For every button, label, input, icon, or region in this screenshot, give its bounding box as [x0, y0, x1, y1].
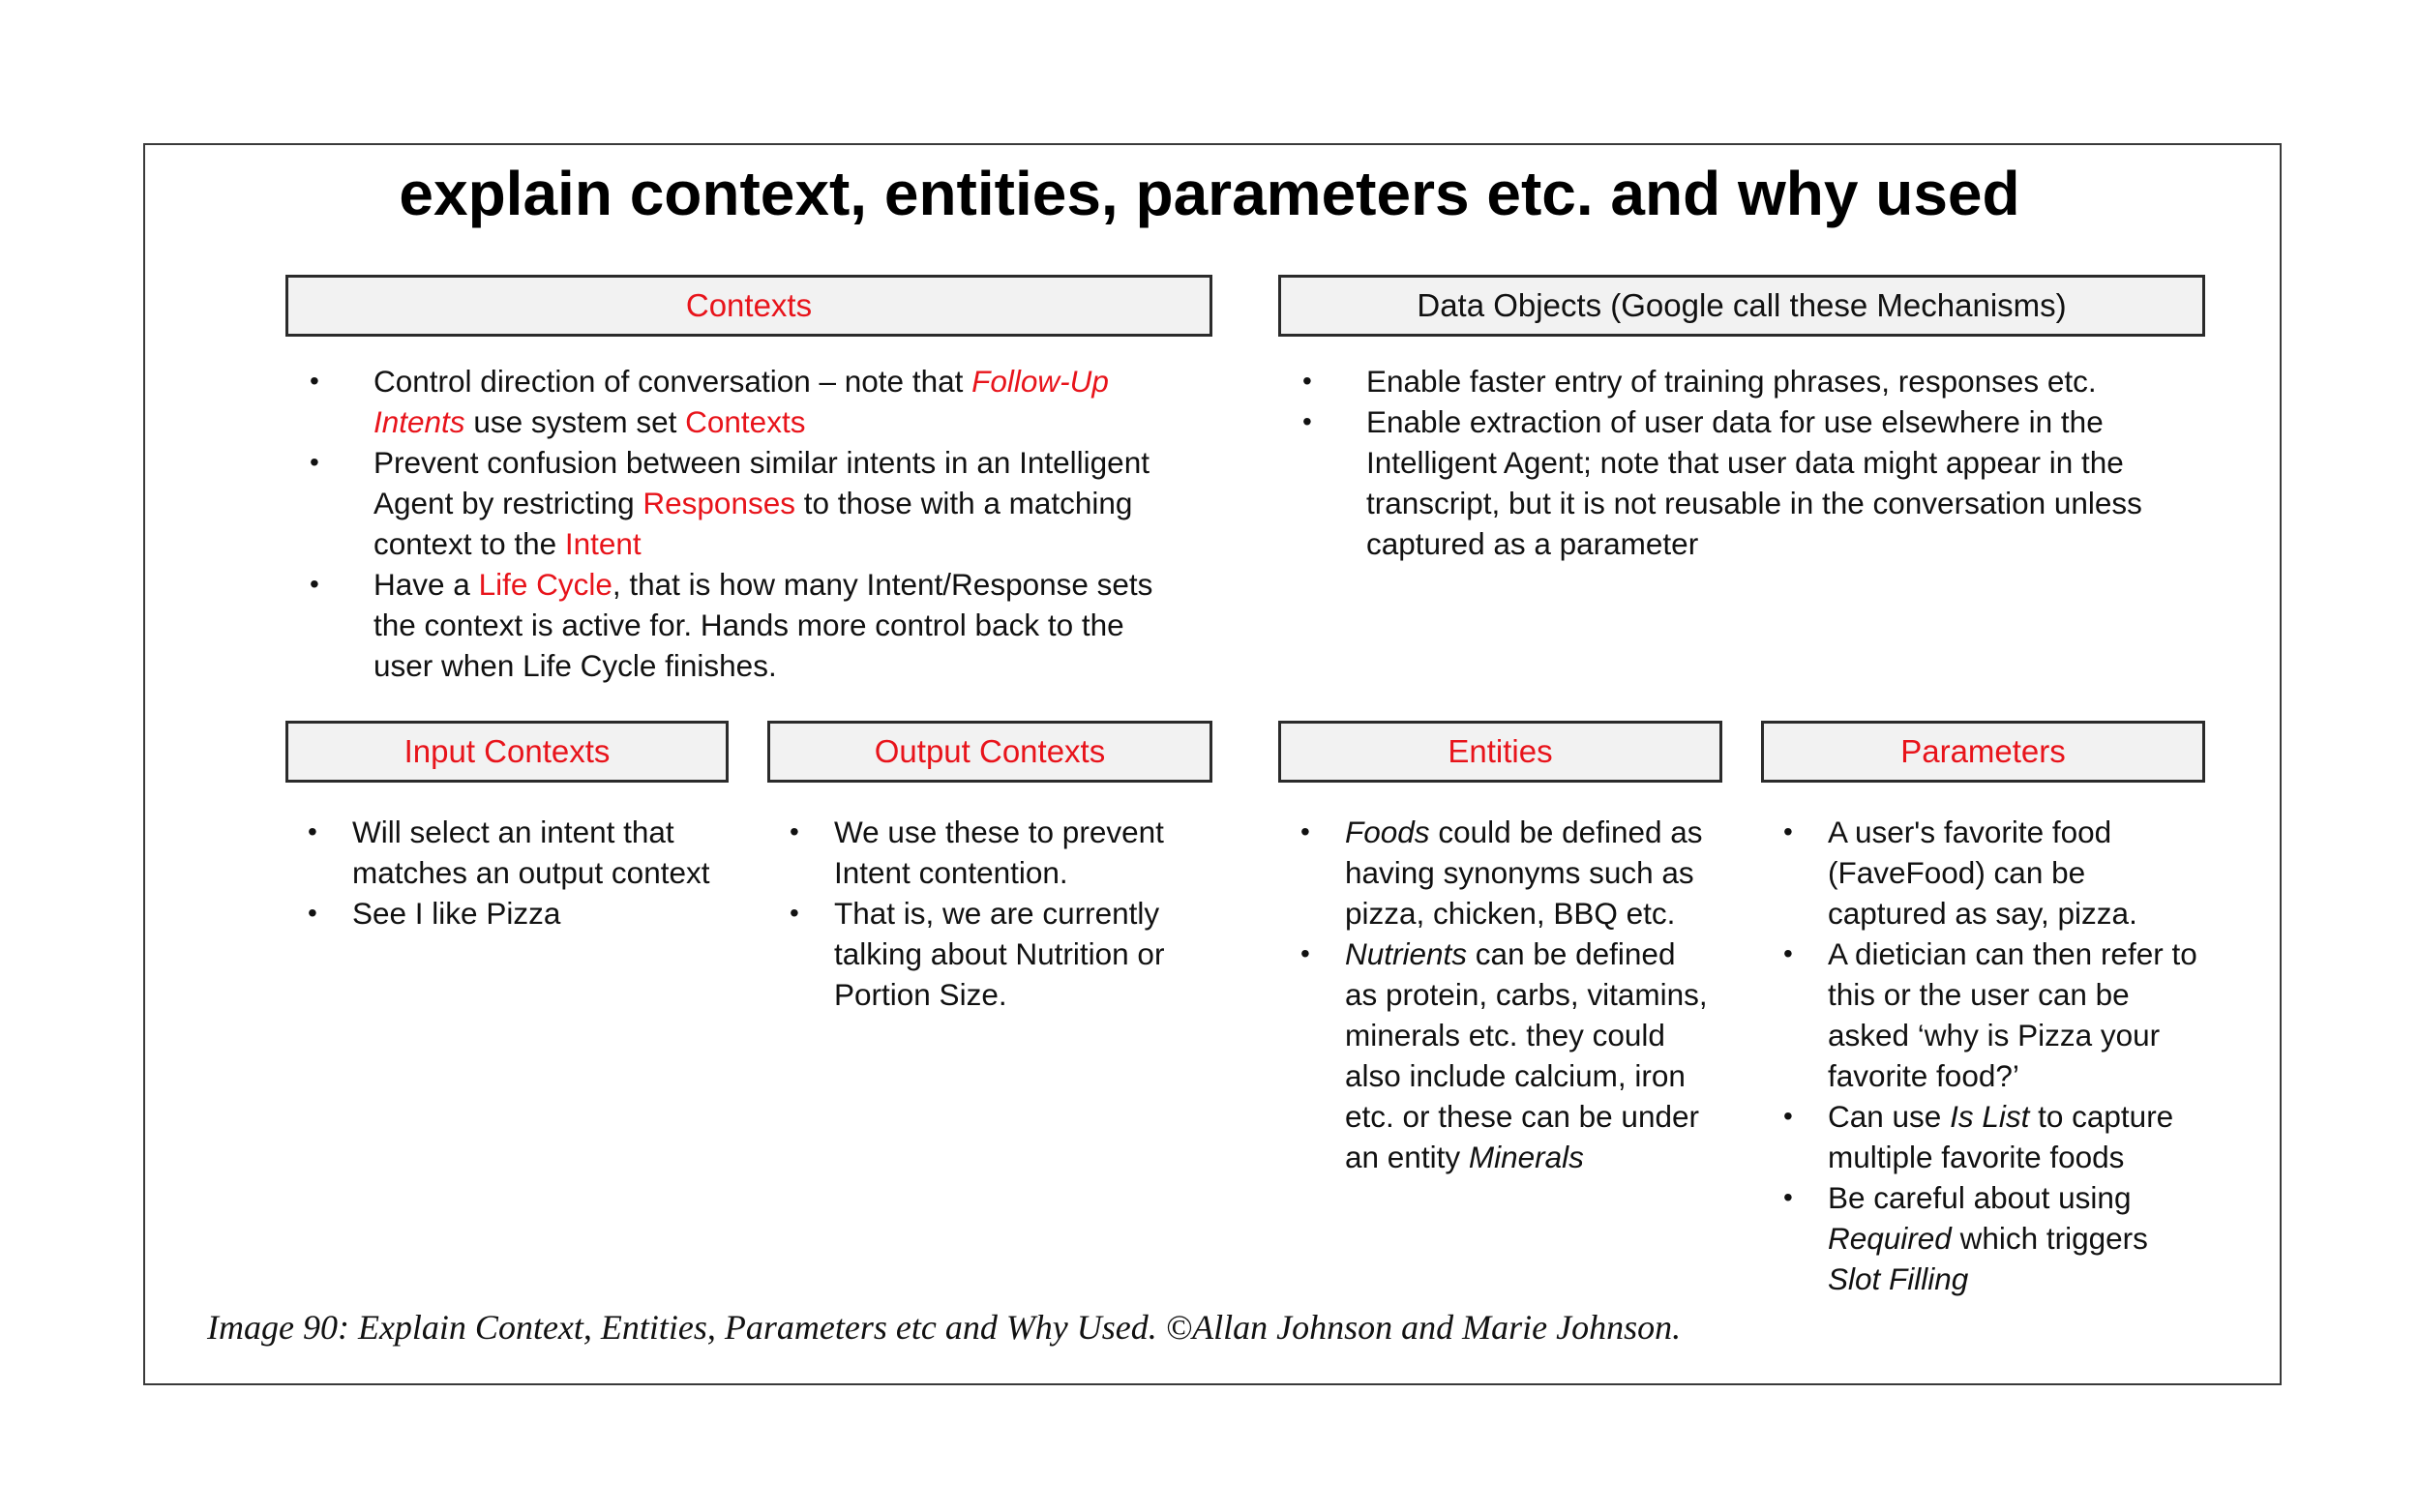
contexts-b3-text-2: , that is how many Intent/Response sets the context is active for. Hands more control back to the user when Life Cycle finishes.	[373, 567, 1153, 683]
contexts-header	[285, 275, 1212, 337]
input-contexts-header-label: Input Contexts	[403, 733, 611, 769]
bullet-dot: •	[1302, 406, 1312, 436]
bullet-dot: •	[308, 898, 317, 928]
input-contexts-bullet-2	[286, 893, 724, 934]
output-contexts-header-label: Output Contexts	[874, 733, 1106, 769]
output-contexts-bullet-2	[768, 893, 1204, 1015]
parameters-b2-text: A dietician can then refer to this or the user can be asked ‘why is Pizza your favorite food?’	[1828, 936, 2197, 1093]
contexts-b2-text: Prevent confusion between similar intents in an Intelligent Agent by restricting	[373, 445, 1150, 520]
parameters-header	[1761, 721, 2205, 783]
minerals-term: Minerals	[1468, 1140, 1584, 1174]
bullet-dot: •	[1783, 1101, 1793, 1131]
bullet-dot: •	[1783, 816, 1793, 846]
entities-bullet-list	[1279, 812, 1715, 1177]
data-objects-header	[1278, 275, 2205, 337]
data-objects-bullet-2	[1279, 401, 2184, 564]
bullet-dot: •	[310, 569, 319, 599]
bullet-dot: •	[310, 366, 319, 396]
output-contexts-b1-text: We use these to prevent Intent contention.	[834, 815, 1164, 890]
bullet-dot: •	[790, 898, 799, 928]
parameters-b3-text: Can use	[1828, 1099, 1951, 1134]
contexts-bullet-1	[286, 361, 1191, 442]
output-contexts-bullet-list	[768, 812, 1204, 1015]
input-contexts-bullet-list	[286, 812, 724, 934]
data-objects-bullet-1	[1279, 361, 2184, 401]
input-contexts-b2-text: See I like Pizza	[352, 896, 561, 931]
entities-header-label: Entities	[1448, 733, 1553, 769]
bullet-dot: •	[790, 816, 799, 846]
parameters-b3-text-2: to capture multiple favorite foods	[1828, 1099, 2174, 1174]
entities-b2-text: can be defined as protein, carbs, vitamins, minerals etc. they could also include calcium, iron etc. or these can be under an entity	[1345, 936, 1708, 1174]
output-contexts-header	[767, 721, 1212, 783]
figure-caption: Image 90: Explain Context, Entities, Parameters etc and Why Used. ©Allan Johnson and Marie Johnson.	[207, 1308, 1682, 1347]
parameters-b4-text-2: which triggers	[1951, 1221, 2148, 1256]
data-objects-bullet-list	[1279, 361, 2184, 564]
entities-bullet-2	[1279, 934, 1715, 1177]
bullet-dot: •	[1783, 938, 1793, 968]
parameters-bullet-4	[1762, 1177, 2197, 1299]
follow-up-intents-term: Follow-Up Intents	[373, 364, 1109, 439]
is-list-term: Is List	[1950, 1099, 2030, 1134]
contexts-b1-text-2: use system set	[464, 404, 686, 439]
output-contexts-bullet-1	[768, 812, 1204, 893]
parameters-bullet-2	[1762, 934, 2197, 1096]
nutrients-term: Nutrients	[1345, 936, 1468, 971]
contexts-bullet-3	[286, 564, 1191, 686]
contexts-b1-text: Control direction of conversation – note that	[373, 364, 972, 399]
parameters-bullet-1	[1762, 812, 2197, 934]
bullet-dot: •	[310, 447, 319, 477]
bullet-dot: •	[1300, 938, 1310, 968]
output-contexts-b2-text: That is, we are currently talking about Nutrition or Portion Size.	[834, 896, 1165, 1012]
contexts-bullet-2	[286, 442, 1191, 564]
parameters-bullet-list	[1762, 812, 2197, 1299]
contexts-bullet-list	[286, 361, 1191, 686]
slot-filling-term: Slot Filling	[1828, 1261, 1969, 1296]
parameters-header-label: Parameters	[1900, 733, 2066, 769]
data-objects-b2-text: Enable extraction of user data for use elsewhere in the Intelligent Agent; note that user data might appear in the transcript, but it is not reusable in the conversation unless captured as a parameter	[1366, 404, 2142, 561]
input-contexts-header	[285, 721, 729, 783]
contexts-b3-text: Have a	[373, 567, 479, 602]
required-term: Required	[1828, 1221, 1952, 1256]
input-contexts-bullet-1	[286, 812, 724, 893]
entities-b1-text: could be defined as having synonyms such as pizza, chicken, BBQ etc.	[1345, 815, 1703, 931]
contexts-term: Contexts	[685, 404, 806, 439]
contexts-header-label: Contexts	[685, 287, 813, 323]
bullet-dot: •	[1302, 366, 1312, 396]
parameters-b4-text: Be careful about using	[1828, 1180, 2132, 1215]
bullet-dot: •	[308, 816, 317, 846]
slide-title: explain context, entities, parameters etc. and why used	[399, 159, 2020, 228]
parameters-bullet-3	[1762, 1096, 2197, 1177]
input-contexts-b1-text: Will select an intent that matches an output context	[352, 815, 710, 890]
entities-bullet-1	[1279, 812, 1715, 934]
foods-term: Foods	[1345, 815, 1430, 849]
bullet-dot: •	[1783, 1182, 1793, 1212]
responses-term: Responses	[642, 486, 795, 520]
data-objects-b1-text: Enable faster entry of training phrases, responses etc.	[1366, 364, 2097, 399]
bullet-dot: •	[1300, 816, 1310, 846]
intent-term: Intent	[564, 526, 642, 561]
entities-header	[1278, 721, 1722, 783]
contexts-b2-text-2: to those with a matching context to the	[373, 486, 1133, 561]
life-cycle-term: Life Cycle	[478, 567, 612, 602]
data-objects-header-label: Data Objects (Google call these Mechanisms)	[1417, 287, 2067, 323]
parameters-b1-text: A user's favorite food (FaveFood) can be captured as say, pizza.	[1828, 815, 2137, 931]
